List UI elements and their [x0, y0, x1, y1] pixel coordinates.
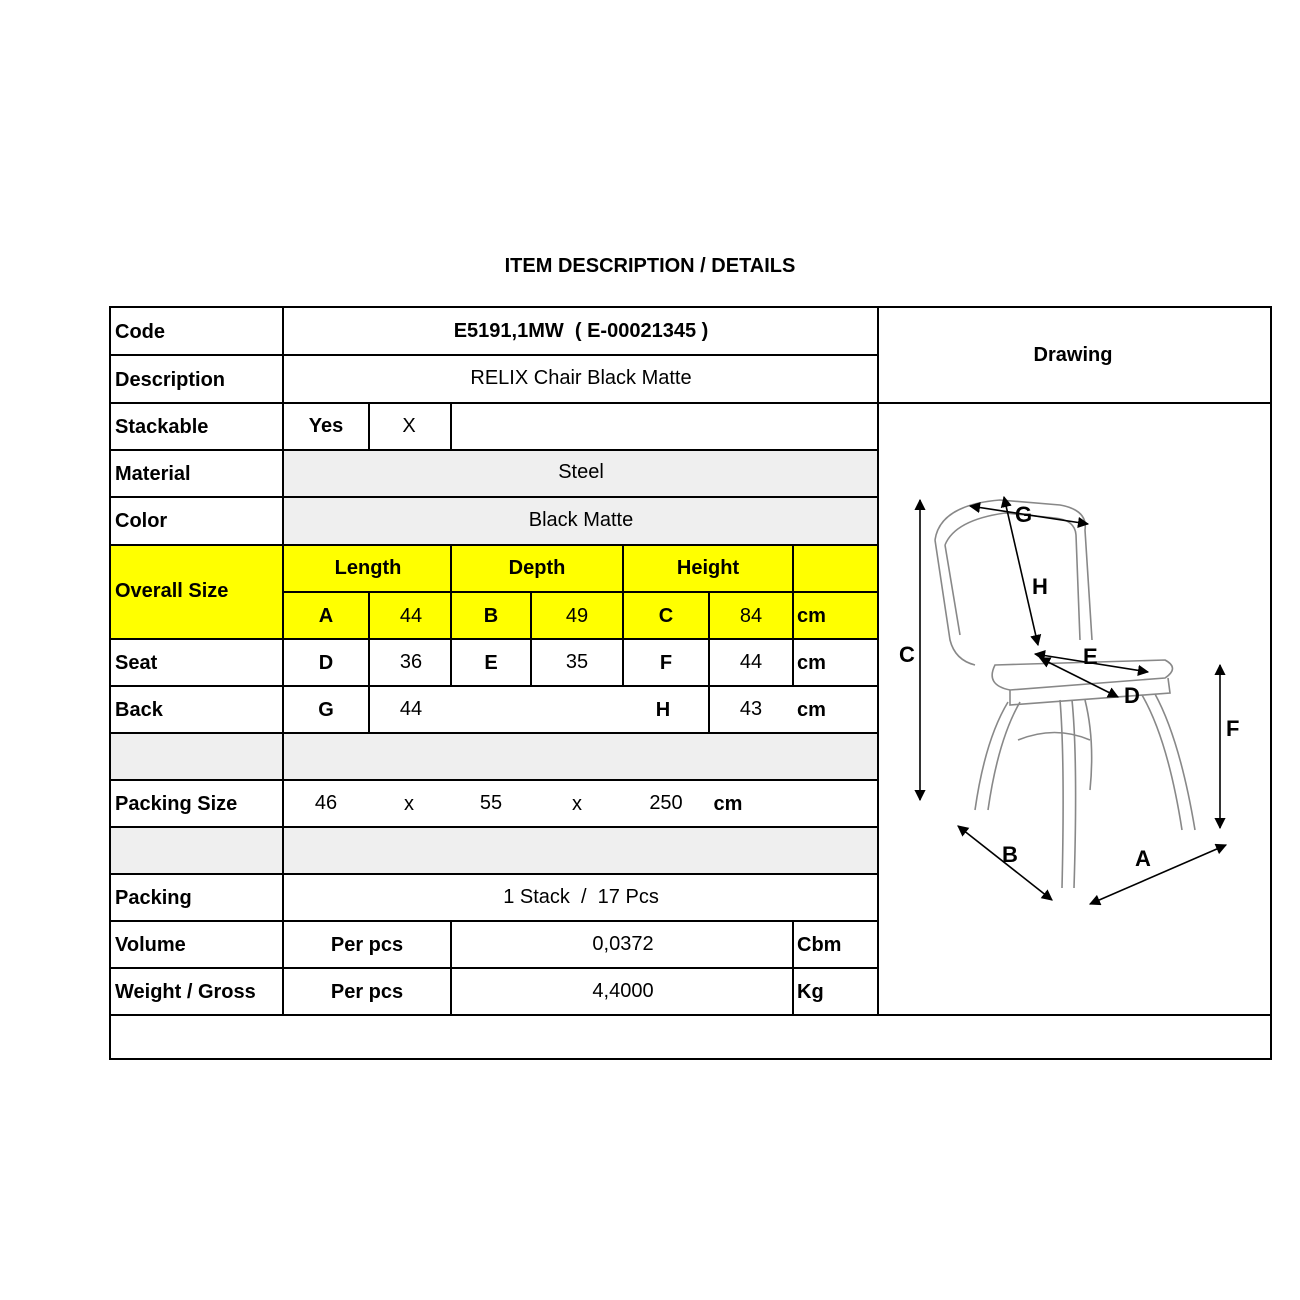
overall-size-label: Overall Size [115, 580, 229, 602]
dim-f-code: F [659, 652, 673, 674]
grid-line [111, 496, 877, 498]
dim-c-value: 84 [739, 605, 763, 627]
grid-line [111, 826, 877, 828]
code-value: E5191,1MW ( E-00021345 ) [453, 320, 709, 342]
packing-size-width: 55 [479, 792, 503, 814]
spacer-row-fill-1 [111, 733, 877, 780]
grid-line [368, 591, 370, 732]
volume-value: 0,0372 [592, 933, 654, 955]
height-header: Height [676, 557, 740, 579]
dim-d-code: D [318, 652, 334, 674]
back-unit: cm [797, 699, 826, 721]
volume-label: Volume [115, 934, 186, 956]
stackable-label: Stackable [115, 416, 209, 438]
color-value: Black Matte [528, 509, 634, 531]
overall-unit: cm [797, 605, 826, 627]
packing-size-length: 46 [314, 792, 338, 814]
label-b: B [1002, 842, 1018, 867]
grid-line [111, 920, 877, 922]
dim-h-code: H [655, 699, 671, 721]
grid-line [111, 544, 877, 546]
grid-line [450, 402, 452, 449]
grid-line [111, 873, 877, 875]
label-f: F [1226, 716, 1240, 741]
packing-size-height: 250 [649, 792, 683, 814]
label-c: C [899, 642, 915, 667]
dim-b-code: B [483, 605, 499, 627]
depth-header: Depth [508, 557, 566, 579]
dim-a-value: 44 [399, 605, 423, 627]
label-a: A [1135, 846, 1151, 871]
grid-line [111, 449, 877, 451]
grid-line [111, 967, 877, 969]
grid-line [450, 920, 452, 1014]
grid-line [111, 685, 877, 687]
weight-unit: Kg [797, 981, 824, 1003]
grid-line [111, 732, 877, 734]
grid-line [282, 308, 284, 1014]
packing-label: Packing [115, 887, 192, 909]
volume-unit: Cbm [797, 934, 842, 956]
grid-line [792, 920, 794, 1014]
label-d: D [1124, 683, 1140, 708]
grid-line [111, 638, 877, 640]
weight-per: Per pcs [330, 981, 404, 1003]
grid-line [622, 544, 624, 685]
dim-c-code: C [658, 605, 674, 627]
length-header: Length [334, 557, 402, 579]
dim-g-value: 44 [399, 698, 423, 720]
code-label: Code [115, 321, 165, 343]
volume-per: Per pcs [330, 934, 404, 956]
drawing-header: Drawing [1033, 344, 1113, 366]
label-g: G [1015, 502, 1033, 527]
seat-unit: cm [797, 652, 826, 674]
grid-line [877, 308, 879, 1014]
grid-line [708, 591, 710, 732]
weight-value: 4,4000 [592, 980, 654, 1002]
grid-line [450, 544, 452, 685]
grid-line [111, 779, 877, 781]
dim-e-value: 35 [565, 651, 589, 673]
packing-value: 1 Stack / 17 Pcs [503, 886, 659, 908]
grid-line [283, 591, 877, 593]
material-label: Material [115, 463, 191, 485]
stackable-mark: X [402, 415, 416, 437]
grid-line [111, 354, 877, 356]
dim-d-value: 36 [399, 651, 423, 673]
spacer-row-fill-2 [111, 827, 877, 874]
stackable-yes: Yes [308, 415, 344, 437]
grid-line [111, 1014, 1270, 1016]
dim-h-value: 43 [739, 698, 763, 720]
material-value: Steel [558, 461, 604, 483]
label-h: H [1032, 574, 1048, 599]
dim-a-code: A [318, 605, 334, 627]
page-title: ITEM DESCRIPTION / DETAILS [504, 255, 796, 277]
dim-g-code: G [318, 699, 334, 721]
packing-size-x2: x [572, 793, 582, 815]
packing-size-unit: cm [713, 793, 743, 815]
chair-drawing [890, 490, 1240, 910]
label-e: E [1083, 644, 1098, 669]
packing-size-x1: x [404, 793, 414, 815]
weight-label: Weight / Gross [115, 981, 256, 1003]
packing-size-label: Packing Size [115, 793, 238, 815]
back-label: Back [115, 699, 163, 721]
grid-line [368, 402, 370, 449]
chair-leg [975, 702, 1008, 810]
description-label: Description [115, 369, 226, 391]
dim-e-code: E [484, 652, 498, 674]
color-label: Color [115, 510, 168, 532]
grid-line [792, 544, 794, 685]
dim-b-value: 49 [565, 605, 589, 627]
grid-line [530, 591, 532, 685]
dim-f-value: 44 [739, 651, 763, 673]
description-value: RELIX Chair Black Matte [470, 367, 692, 389]
seat-label: Seat [115, 652, 158, 674]
grid-line [111, 402, 1270, 404]
